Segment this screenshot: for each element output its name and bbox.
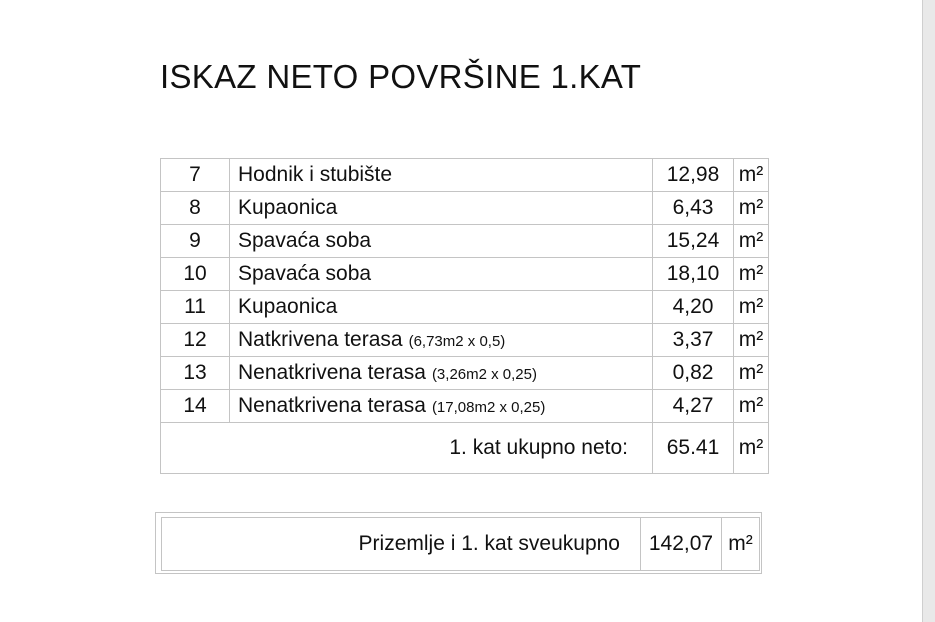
area-unit: m² — [734, 192, 769, 225]
area-unit: m² — [734, 159, 769, 192]
room-name-cell — [230, 324, 653, 357]
total-label: 1. kat ukupno neto: — [161, 423, 653, 474]
area-unit: m² — [734, 258, 769, 291]
room-area: 15,24 — [653, 225, 734, 258]
room-number: 12 — [161, 324, 230, 357]
table-row — [161, 390, 769, 423]
page-title: ISKAZ NETO POVRŠINE 1.KAT — [160, 58, 642, 95]
room-name-cell — [230, 390, 653, 423]
total-row — [161, 423, 769, 474]
room-number: 9 — [161, 225, 230, 258]
room-name: Kupaonica — [238, 196, 338, 219]
room-name: Natkrivena terasa — [238, 328, 403, 351]
room-area: 0,82 — [653, 357, 734, 390]
room-name-cell — [230, 192, 653, 225]
summary-area: 142,07 — [641, 518, 722, 571]
total-area: 65.41 — [653, 423, 734, 474]
room-name: Kupaonica — [238, 295, 338, 318]
room-name: Nenatkrivena terasa — [238, 361, 426, 384]
room-name-cell — [230, 357, 653, 390]
summary-row — [162, 518, 760, 571]
page-edge-divider — [922, 0, 935, 622]
room-number: 14 — [161, 390, 230, 423]
table-row — [161, 324, 769, 357]
room-area: 12,98 — [653, 159, 734, 192]
table-row — [161, 159, 769, 192]
room-area: 4,20 — [653, 291, 734, 324]
room-area: 3,37 — [653, 324, 734, 357]
summary-label: Prizemlje i 1. kat sveukupno — [162, 518, 641, 571]
room-name: Nenatkrivena terasa — [238, 394, 426, 417]
table-row — [161, 225, 769, 258]
area-calculation-note: (6,73m2 x 0,5) — [408, 333, 506, 350]
room-name: Hodnik i stubište — [238, 163, 393, 186]
room-number: 8 — [161, 192, 230, 225]
area-calculation-note: (17,08m2 x 0,25) — [431, 399, 546, 416]
table-row — [161, 357, 769, 390]
room-area: 18,10 — [653, 258, 734, 291]
room-name-cell — [230, 258, 653, 291]
room-area: 6,43 — [653, 192, 734, 225]
total-unit: m² — [734, 423, 769, 474]
area-unit: m² — [734, 324, 769, 357]
room-name-cell — [230, 291, 653, 324]
area-unit: m² — [734, 357, 769, 390]
room-name-cell — [230, 159, 653, 192]
summary-box — [155, 512, 762, 574]
area-unit: m² — [734, 390, 769, 423]
table-row — [161, 192, 769, 225]
area-unit: m² — [734, 291, 769, 324]
room-name: Spavaća soba — [238, 229, 372, 252]
room-number: 11 — [161, 291, 230, 324]
table-row — [161, 258, 769, 291]
room-name: Spavaća soba — [238, 262, 372, 285]
room-number: 7 — [161, 159, 230, 192]
table-row — [161, 291, 769, 324]
room-name-cell — [230, 225, 653, 258]
room-number: 13 — [161, 357, 230, 390]
summary-table — [161, 517, 760, 571]
net-area-table — [160, 158, 769, 474]
room-number: 10 — [161, 258, 230, 291]
area-unit: m² — [734, 225, 769, 258]
summary-unit: m² — [722, 518, 760, 571]
area-calculation-note: (3,26m2 x 0,25) — [431, 366, 537, 383]
room-area: 4,27 — [653, 390, 734, 423]
